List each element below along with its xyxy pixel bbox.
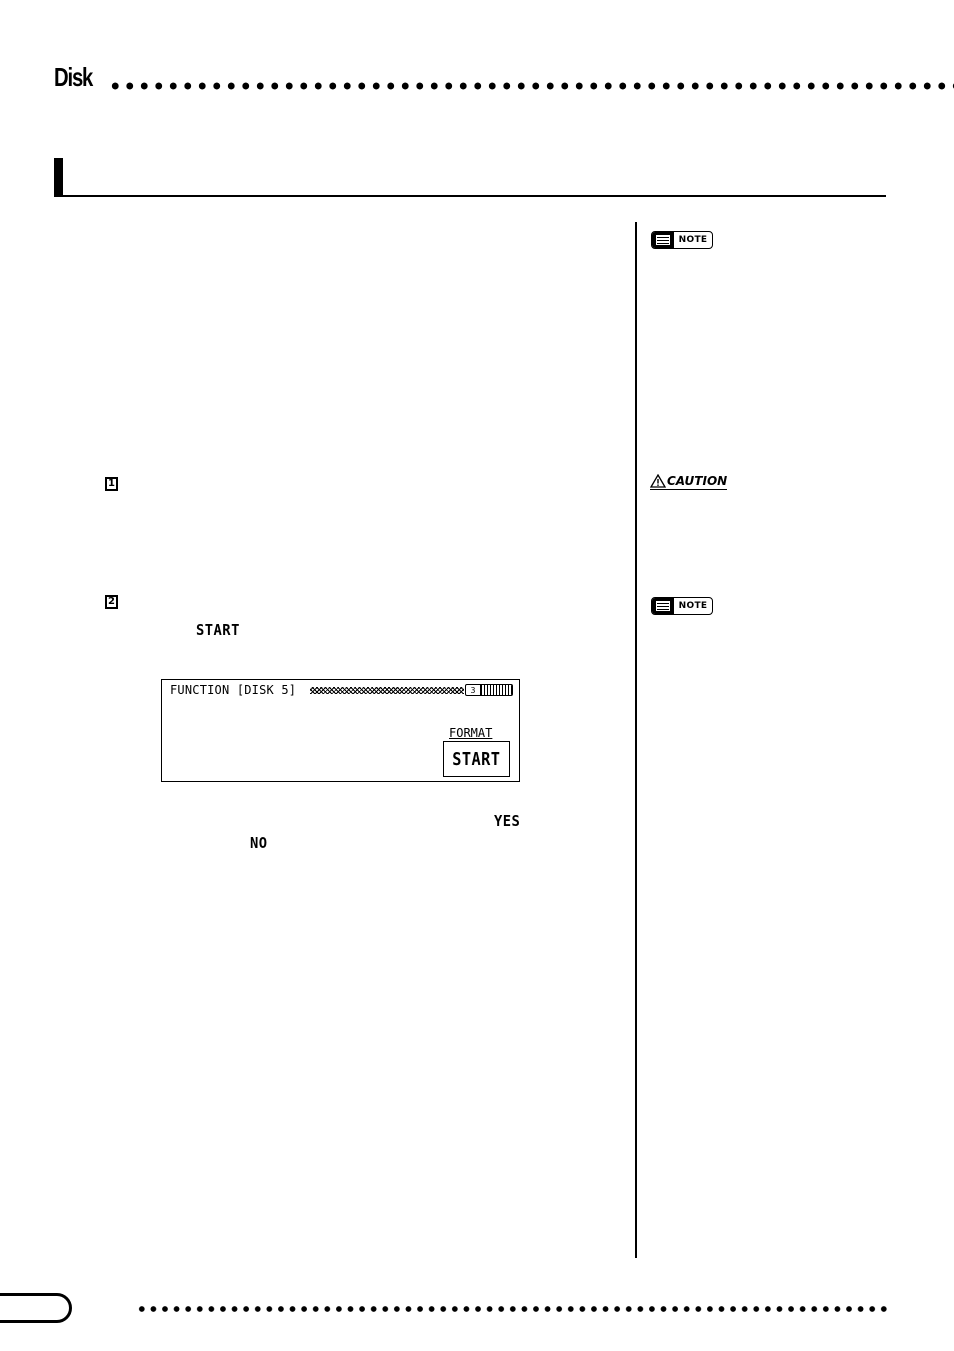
start-inline-label: START bbox=[196, 621, 240, 639]
footer-dotted-rule bbox=[136, 1305, 888, 1313]
step-number-2: 2 bbox=[105, 595, 118, 609]
section-heading-rule bbox=[63, 195, 886, 197]
lcd-page-bars bbox=[481, 685, 512, 695]
lcd-page-number: 3 bbox=[466, 685, 481, 695]
note-badge-1 bbox=[651, 231, 713, 249]
margin-divider bbox=[635, 222, 637, 1258]
page-section-title: Disk bbox=[54, 62, 93, 92]
lcd-title-bar bbox=[310, 687, 464, 694]
note-label: NOTE bbox=[678, 601, 708, 611]
note-label: NOTE bbox=[678, 235, 708, 245]
lcd-page-indicator bbox=[465, 684, 513, 696]
lcd-start-button[interactable] bbox=[443, 741, 510, 777]
step-number-1: 1 bbox=[105, 477, 118, 491]
caution-label: CAUTION bbox=[667, 474, 728, 488]
warning-triangle-icon bbox=[650, 474, 666, 488]
caution-heading bbox=[650, 474, 727, 490]
header-dotted-rule bbox=[108, 81, 954, 91]
lcd-format-label: FORMAT bbox=[449, 726, 493, 740]
note-icon bbox=[652, 232, 674, 248]
note-icon bbox=[652, 598, 674, 614]
note-badge-2 bbox=[651, 597, 713, 615]
lcd-start-label: START bbox=[452, 748, 501, 770]
no-inline-label: NO bbox=[250, 834, 268, 852]
page-number-tab bbox=[0, 1293, 72, 1323]
yes-inline-label: YES bbox=[494, 812, 521, 830]
section-heading-bar bbox=[54, 158, 63, 197]
lcd-display bbox=[161, 679, 520, 782]
lcd-title: FUNCTION [DISK 5] bbox=[170, 683, 297, 697]
